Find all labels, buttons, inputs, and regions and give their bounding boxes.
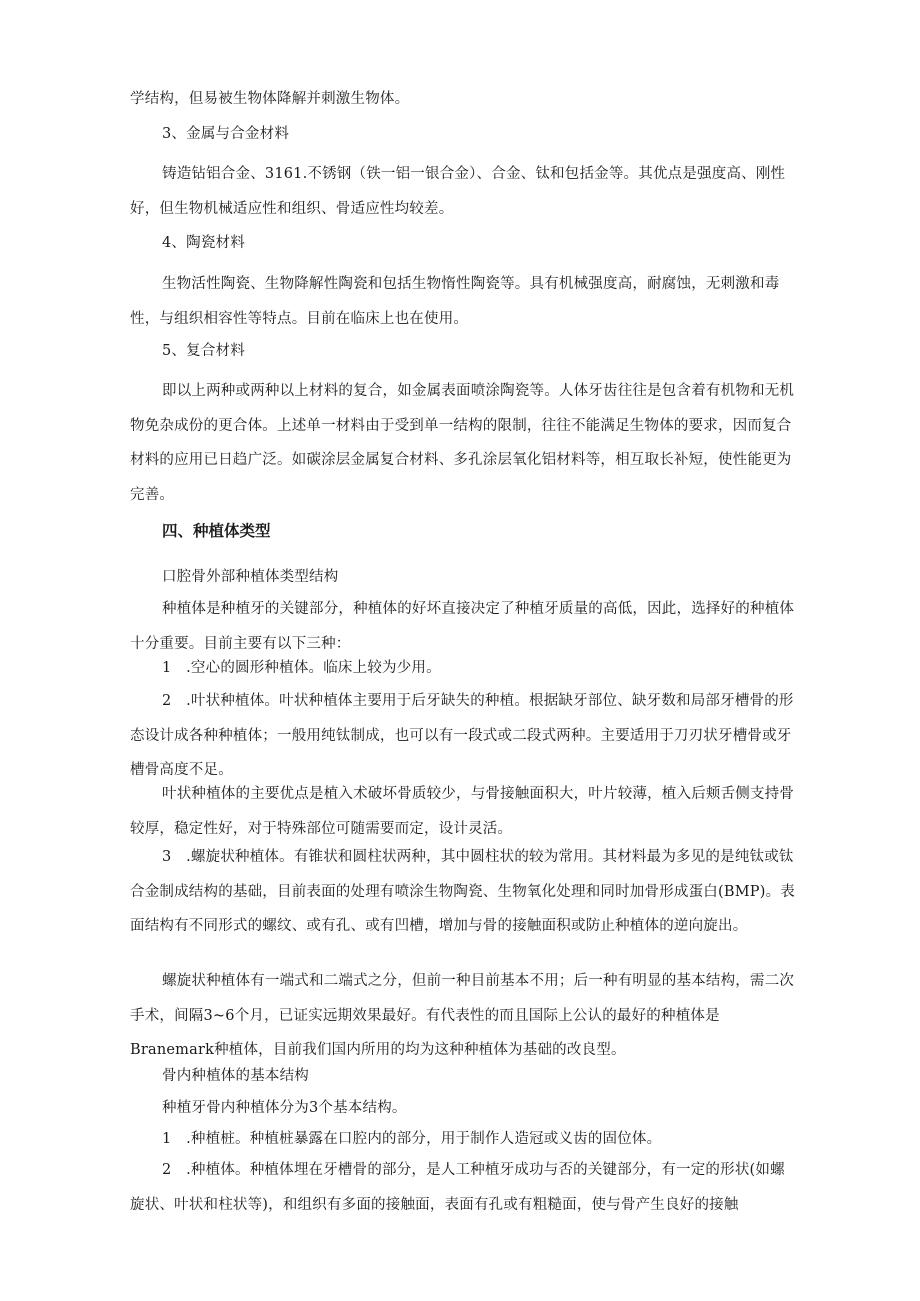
paragraph-ceramic: 生物活性陶瓷、生物降解性陶瓷和包括生物惰性陶瓷等。具有机械强度高，耐腐蚀，无刺激和毒性，与组织相容性等特点。目前在临床上也在使用。	[130, 276, 780, 327]
heading-composite: 5、复合材料	[162, 343, 245, 359]
paragraph-implant-intro: 种植体是种植牙的关键部分，种植体的好坏直接决定了种植牙质量的高低，因此，选择好的种植体十分重要。目前主要有以下三种：	[130, 601, 795, 652]
subheading-intraosseous-structure: 骨内种植体的基本结构	[162, 1068, 309, 1084]
heading-ceramic: 4、陶瓷材料	[162, 235, 245, 251]
paragraph-composite: 即以上两种或两种以上材料的复合，如金属表面喷涂陶瓷等。人体牙齿往往是包含着有机物和无机物免杂成份的更合体。上述单一材料由于受到单一结构的限制，往往不能满足生物体的要求，因而复合材料的应用已日趋广泛。如碳涂层金属复合材料、多孔涂层氧化铝材料等，相互取长补短，使性能更为完善。	[130, 383, 795, 503]
paragraph-blade-advantages: 叶状种植体的主要优点是植入术破坏骨质较少，与骨接触面积大，叶片较薄，植入后颊舌侧支持骨较厚，稳定性好，对于特殊部位可随需要而定，设计灵活。	[130, 786, 795, 837]
list-item-abutment: 1 .种植桩。种植桩暴露在口腔内的部分，用于制作人造冠或义齿的固位体。	[162, 1131, 662, 1147]
subheading-external-implant: 口腔骨外部种植体类型结构	[162, 569, 339, 585]
list-item-3: 3 .螺旋状种植体。有锥状和圆柱状两种，其中圆柱状的较为常用。其材料最为多见的是纯钛或钛合金制成结构的基础，目前表面的处理有喷涂生物陶瓷、生物氧化处理和同时加骨形成蛋白(BMP)。表面结构有不同形式的螺纹、或有孔、或有凹槽，增加与骨的接触面积或防止种植体的逆向旋出。	[130, 849, 795, 934]
list-item-1: 1 .空心的圆形种植体。临床上较为少用。	[162, 660, 441, 676]
paragraph-three-structures: 种植牙骨内种植体分为3个基本结构。	[162, 1100, 407, 1116]
paragraph-screw-types: 螺旋状种植体有一端式和二端式之分，但前一种目前基本不用；后一种有明显的基本结构，需二次手术，间隔3~6个月，已证实远期效果最好。有代表性的而且国际上公认的最好的种植体是Branemark种植体，目前我们国内所用的均为这种种植体为基础的改良型。	[130, 973, 795, 1058]
paragraph-continuation: 学结构，但易被生物体降解并刺激生物体。	[130, 91, 410, 107]
section-heading-implant-types: 四、种植体类型	[162, 522, 271, 540]
list-item-implant-body: 2 .种植体。种植体埋在牙槽骨的部分，是人工种植牙成功与否的关键部分，有一定的形状(如螺旋状、叶状和柱状等)，和组织有多面的接触面，表面有孔或有粗糙面，使与骨产生良好的接触	[130, 1162, 785, 1213]
paragraph-metal-alloy: 铸造钻铝合金、3161.不锈钢（铁一铝一银合金）、合金、钛和包括金等。其优点是强度高、刚性好，但生物机械适应性和组织、骨适应性均较差。	[130, 166, 786, 217]
list-item-2: 2 .叶状种植体。叶状种植体主要用于后牙缺失的种植。根据缺牙部位、缺牙数和局部牙槽骨的形态设计成各种种植体；一般用纯钛制成，也可以有一段式或二段式两种。主要适用于刀刃状牙槽骨或牙槽骨高度不足。	[130, 693, 794, 778]
heading-metal-alloy: 3、金属与合金材料	[162, 126, 290, 142]
